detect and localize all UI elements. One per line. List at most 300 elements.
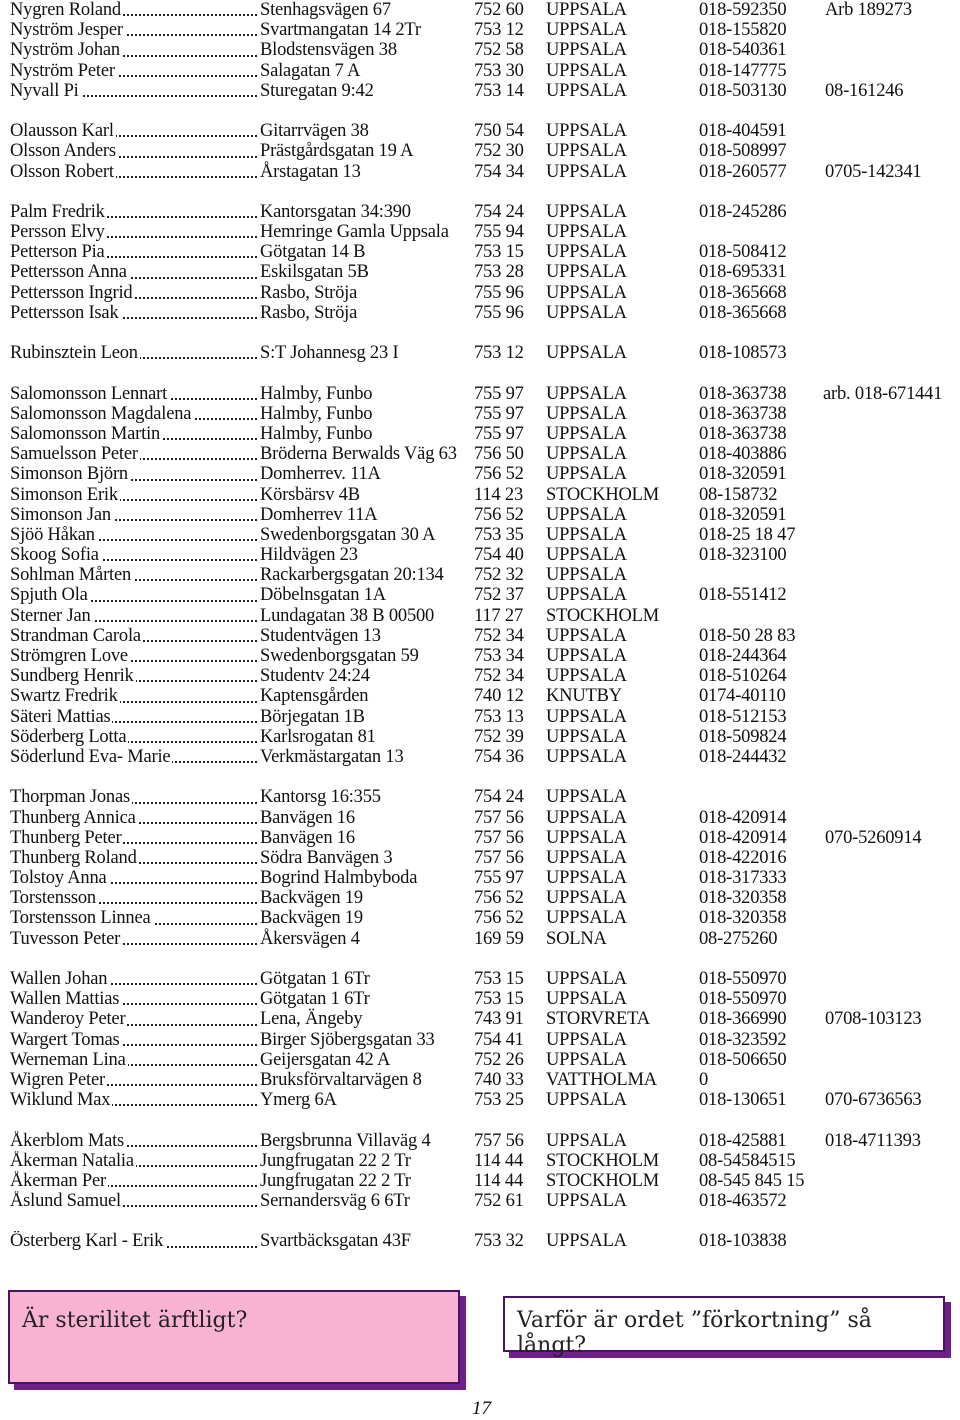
directory-entry xyxy=(0,202,960,222)
entry-street: Svartbäcksgatan 43F xyxy=(260,1231,411,1252)
entry-street: Domherrev. 11A xyxy=(260,464,381,485)
entry-zip: 754 41 xyxy=(474,1029,524,1050)
entry-name-cell xyxy=(10,969,257,989)
entry-name: Söderberg Lotta xyxy=(10,726,127,747)
entry-name: Pettersson Anna xyxy=(10,262,127,283)
entry-name: Nyvall Pi xyxy=(10,80,79,101)
entry-street: Hemringe Gamla Uppsala xyxy=(260,222,449,243)
entry-name: Åkerman Per xyxy=(10,1170,106,1191)
entry-zip: 750 54 xyxy=(474,121,524,142)
entry-name-cell xyxy=(10,20,257,40)
directory-entry xyxy=(0,969,960,989)
entry-name: Wargert Tomas xyxy=(10,1029,120,1050)
entry-city: UPPSALA xyxy=(546,787,627,808)
entry-phone: 018-550970 xyxy=(699,969,787,989)
entry-extra: 08-161246 xyxy=(825,80,904,101)
entry-street: Swedenborgsgatan 59 xyxy=(260,646,419,666)
entry-street: Lena, Ängeby xyxy=(260,1009,363,1030)
entry-phone: 018-404591 xyxy=(699,121,787,142)
directory-entry xyxy=(0,1050,960,1070)
directory-entry xyxy=(0,404,960,424)
entry-street: S:T Johannesg 23 I xyxy=(260,343,399,364)
entry-extra: 070-5260914 xyxy=(825,827,922,848)
directory-entry xyxy=(0,727,960,747)
directory-entry xyxy=(0,1090,960,1110)
letter-group xyxy=(0,1131,960,1212)
directory-entry xyxy=(0,848,960,868)
entry-street: Gitarrvägen 38 xyxy=(260,121,369,142)
entry-zip: 755 97 xyxy=(474,383,524,404)
directory-entry xyxy=(0,242,960,262)
entry-phone: 08-158732 xyxy=(699,484,778,505)
entry-city: UPPSALA xyxy=(546,141,627,162)
entry-city: UPPSALA xyxy=(546,383,627,404)
entry-name: Olsson Robert xyxy=(10,161,114,182)
entry-name: Nyström Peter xyxy=(10,60,115,81)
entry-street: Backvägen 19 xyxy=(260,908,363,929)
entry-phone: 018-103838 xyxy=(699,1231,787,1252)
directory-entry xyxy=(0,424,960,444)
entry-name-cell xyxy=(10,1050,257,1070)
group-spacer xyxy=(0,767,960,787)
entry-name: Salomonsson Magdalena xyxy=(10,403,192,424)
entry-zip: 743 91 xyxy=(474,1009,524,1030)
entry-zip: 754 24 xyxy=(474,201,524,222)
entry-phone: 018-592350 xyxy=(699,0,787,20)
entry-city: VATTHOLMA xyxy=(546,1069,657,1090)
directory-entry xyxy=(0,707,960,727)
entry-street: Bröderna Berwalds Väg 63 xyxy=(260,444,457,465)
entry-city: UPPSALA xyxy=(546,343,627,364)
entry-phone: 018-320358 xyxy=(699,888,787,909)
entry-zip: 754 36 xyxy=(474,746,524,767)
entry-zip: 757 56 xyxy=(474,1130,524,1151)
entry-city: UPPSALA xyxy=(546,545,627,566)
entry-phone: 018-244364 xyxy=(699,646,787,666)
entry-name-cell xyxy=(10,222,257,242)
entry-zip: 755 97 xyxy=(474,868,524,889)
entry-street: Södra Banvägen 3 xyxy=(260,847,393,868)
entry-name: Wanderoy Peter xyxy=(10,1009,126,1030)
entry-zip: 755 96 xyxy=(474,282,524,303)
entry-street: Bruksförvaltarvägen 8 xyxy=(260,1069,422,1090)
entry-city: UPPSALA xyxy=(546,0,627,20)
entry-name: Sundberg Henrik xyxy=(10,666,134,687)
entry-city: UPPSALA xyxy=(546,444,627,465)
entry-city: UPPSALA xyxy=(546,1231,627,1252)
directory-entry xyxy=(0,162,960,182)
entry-name: Sohlman Mårten xyxy=(10,565,132,586)
entry-name: Säteri Mattias xyxy=(10,706,111,727)
entry-name-cell xyxy=(10,424,257,444)
entry-phone: 018-503130 xyxy=(699,80,787,101)
directory-entry xyxy=(0,787,960,807)
directory-entry xyxy=(0,444,960,464)
entry-name: Thunberg Peter xyxy=(10,827,122,848)
entry-street: Bergsbrunna Villaväg 4 xyxy=(260,1130,431,1151)
letter-group xyxy=(0,343,960,363)
entry-phone: 018-320591 xyxy=(699,464,787,485)
entry-city: UPPSALA xyxy=(546,464,627,485)
directory-entry xyxy=(0,828,960,848)
entry-street: Döbelnsgatan 1A xyxy=(260,585,386,606)
entry-name: Rubinsztein Leon xyxy=(10,343,138,364)
question-box-right xyxy=(503,1296,945,1358)
entry-name-cell xyxy=(10,545,257,565)
entry-name-cell xyxy=(10,565,257,585)
letter-group xyxy=(0,121,960,182)
entry-name-cell xyxy=(10,40,257,60)
entry-name-cell xyxy=(10,141,257,161)
entry-city: UPPSALA xyxy=(546,585,627,606)
entry-street: Eskilsgatan 5B xyxy=(260,262,369,283)
entry-name-cell xyxy=(10,283,257,303)
entry-phone: 018-508412 xyxy=(699,242,787,263)
entry-street: Svartmangatan 14 2Tr xyxy=(260,20,421,41)
entry-zip: 757 56 xyxy=(474,827,524,848)
entry-name: Österberg Karl - Erik xyxy=(10,1231,164,1252)
entry-zip: 753 15 xyxy=(474,242,524,263)
directory-entry xyxy=(0,1131,960,1151)
entry-zip: 740 33 xyxy=(474,1069,524,1090)
entry-name: Strandman Carola xyxy=(10,625,141,646)
directory-entry xyxy=(0,1171,960,1191)
entry-zip: 753 13 xyxy=(474,706,524,727)
letter-group xyxy=(0,384,960,768)
directory-entry xyxy=(0,303,960,323)
entry-zip: 752 34 xyxy=(474,625,524,646)
entry-phone: 018-320591 xyxy=(699,504,787,525)
letter-group xyxy=(0,787,960,949)
entry-city: UPPSALA xyxy=(546,1029,627,1050)
entry-city: UPPSALA xyxy=(546,1191,627,1212)
entry-name: Åkerblom Mats xyxy=(10,1130,125,1151)
entry-name: Palm Fredrik xyxy=(10,201,105,222)
entry-phone: 018-245286 xyxy=(699,201,787,222)
entry-name: Torstensson xyxy=(10,888,96,909)
entry-city: UPPSALA xyxy=(546,161,627,182)
entry-name: Söderlund Eva- Marie xyxy=(10,746,171,767)
entry-street: Swedenborgsgatan 30 A xyxy=(260,524,436,545)
entry-zip: 756 50 xyxy=(474,444,524,465)
entry-zip: 754 34 xyxy=(474,161,524,182)
entry-name-cell xyxy=(10,0,257,20)
group-spacer xyxy=(0,182,960,202)
entry-city: UPPSALA xyxy=(546,888,627,909)
entry-name-cell xyxy=(10,727,257,747)
entry-name-cell xyxy=(10,444,257,464)
directory-entry xyxy=(0,626,960,646)
entry-phone: 08-275260 xyxy=(699,928,778,949)
question-text-right: Varför är ordet ”förkortning” så långt? xyxy=(517,1308,872,1358)
entry-name-cell xyxy=(10,1171,257,1191)
entry-phone: 018-463572 xyxy=(699,1191,787,1212)
entry-name-cell xyxy=(10,888,257,908)
entry-zip: 114 23 xyxy=(474,484,523,505)
entry-name-cell xyxy=(10,1151,257,1171)
entry-street: Blodstensvägen 38 xyxy=(260,40,397,61)
entry-extra: arb. 018-671441 xyxy=(823,383,943,404)
entry-zip: 755 94 xyxy=(474,222,524,243)
entry-zip: 753 32 xyxy=(474,1231,524,1252)
entry-zip: 117 27 xyxy=(474,605,523,626)
entry-name-cell xyxy=(10,908,257,928)
directory-entry xyxy=(0,262,960,282)
directory-entry xyxy=(0,343,960,363)
letter-group xyxy=(0,969,960,1110)
entry-name: Salomonsson Lennart xyxy=(10,383,168,404)
directory-entry xyxy=(0,1030,960,1050)
entry-name-cell xyxy=(10,505,257,525)
entry-zip: 755 97 xyxy=(474,403,524,424)
entry-phone: 018-509824 xyxy=(699,726,787,747)
letter-group xyxy=(0,0,960,101)
entry-name: Olausson Karl xyxy=(10,121,114,142)
entry-city: UPPSALA xyxy=(546,242,627,263)
entry-zip: 752 61 xyxy=(474,1191,524,1212)
entry-name: Simonson Erik xyxy=(10,484,118,505)
entry-phone: 018-512153 xyxy=(699,706,787,727)
entry-phone: 08-54584515 xyxy=(699,1150,796,1171)
group-spacer xyxy=(0,101,960,121)
entry-street: Götgatan 14 B xyxy=(260,242,366,263)
entry-name: Werneman Lina xyxy=(10,1049,126,1070)
entry-city: STOCKHOLM xyxy=(546,605,659,626)
entry-city: UPPSALA xyxy=(546,403,627,424)
directory-entry xyxy=(0,808,960,828)
entry-city: KNUTBY xyxy=(546,686,622,707)
entry-city: UPPSALA xyxy=(546,40,627,61)
entry-name: Thunberg Roland xyxy=(10,847,137,868)
entry-zip: 753 34 xyxy=(474,646,524,666)
entry-zip: 753 28 xyxy=(474,262,524,283)
box-face xyxy=(503,1296,945,1358)
entry-phone: 018-695331 xyxy=(699,262,787,283)
entry-phone: 018-108573 xyxy=(699,343,787,364)
entry-name-cell xyxy=(10,585,257,605)
letter-group xyxy=(0,1231,960,1251)
entry-name: Tuvesson Peter xyxy=(10,928,121,949)
directory-entry xyxy=(0,1191,960,1211)
entry-extra: 0708-103123 xyxy=(825,1009,922,1030)
entry-phone: 018-425881 xyxy=(699,1130,787,1151)
entry-city: UPPSALA xyxy=(546,524,627,545)
directory-entry xyxy=(0,606,960,626)
entry-name-cell xyxy=(10,525,257,545)
entry-street: Kaptensgården xyxy=(260,686,369,707)
entry-zip: 752 58 xyxy=(474,40,524,61)
entry-city: UPPSALA xyxy=(546,726,627,747)
entry-city: UPPSALA xyxy=(546,746,627,767)
entry-street: Götgatan 1 6Tr xyxy=(260,969,370,989)
entry-city: UPPSALA xyxy=(546,868,627,889)
entry-zip: 752 30 xyxy=(474,141,524,162)
entry-name-cell xyxy=(10,404,257,424)
entry-name: Simonson Björn xyxy=(10,464,128,485)
entry-phone: 018-508997 xyxy=(699,141,787,162)
entry-name-cell xyxy=(10,1131,257,1151)
entry-phone: 018-366990 xyxy=(699,1009,787,1030)
entry-name-cell xyxy=(10,626,257,646)
entry-phone: 018-130651 xyxy=(699,1090,787,1111)
entry-street: Lundagatan 38 B 00500 xyxy=(260,605,435,626)
entry-city: UPPSALA xyxy=(546,282,627,303)
entry-extra: 070-6736563 xyxy=(825,1090,922,1111)
entry-zip: 753 15 xyxy=(474,989,524,1010)
directory-entry xyxy=(0,1151,960,1171)
entry-phone: 018-550970 xyxy=(699,989,787,1010)
entry-name-cell xyxy=(10,121,257,141)
entry-name-cell xyxy=(10,929,257,949)
entry-street: Kantorsg 16:355 xyxy=(260,787,381,808)
entry-city: STOCKHOLM xyxy=(546,1170,659,1191)
entry-name-cell xyxy=(10,81,257,101)
entry-phone: 018-422016 xyxy=(699,847,787,868)
entry-street: Ymerg 6A xyxy=(260,1090,337,1111)
directory-entry xyxy=(0,505,960,525)
entry-name-cell xyxy=(10,646,257,666)
entry-phone: 018-260577 xyxy=(699,161,787,182)
entry-zip: 753 30 xyxy=(474,60,524,81)
entry-zip: 756 52 xyxy=(474,504,524,525)
question-text-left: Är sterilitet ärftligt? xyxy=(22,1308,248,1333)
entry-street: Götgatan 1 6Tr xyxy=(260,989,370,1010)
entry-city: UPPSALA xyxy=(546,1090,627,1111)
entry-phone: 018-320358 xyxy=(699,908,787,929)
entry-name-cell xyxy=(10,787,257,807)
directory-entry xyxy=(0,222,960,242)
directory-entry xyxy=(0,1070,960,1090)
entry-street: Karlsrogatan 81 xyxy=(260,726,376,747)
entry-name-cell xyxy=(10,262,257,282)
entry-street: Verkmästargatan 13 xyxy=(260,746,404,767)
entry-city: UPPSALA xyxy=(546,1049,627,1070)
entry-zip: 757 56 xyxy=(474,807,524,828)
entry-city: UPPSALA xyxy=(546,222,627,243)
directory-entry xyxy=(0,121,960,141)
directory-entry xyxy=(0,1231,960,1251)
entry-phone: 018-363738 xyxy=(699,423,787,444)
group-spacer xyxy=(0,363,960,383)
group-spacer xyxy=(0,949,960,969)
entry-street: Sernandersväg 6 6Tr xyxy=(260,1191,410,1212)
entry-street: Rasbo, Ströja xyxy=(260,282,358,303)
entry-city: UPPSALA xyxy=(546,262,627,283)
entry-name-cell xyxy=(10,1070,257,1090)
group-spacer xyxy=(0,323,960,343)
entry-name-cell xyxy=(10,485,257,505)
directory-entry xyxy=(0,565,960,585)
directory-entry xyxy=(0,888,960,908)
entry-zip: 753 14 xyxy=(474,80,524,101)
entry-name-cell xyxy=(10,1231,257,1251)
entry-city: UPPSALA xyxy=(546,908,627,929)
entry-city: UPPSALA xyxy=(546,80,627,101)
entry-zip: 114 44 xyxy=(474,1150,523,1171)
entry-phone: 018-244432 xyxy=(699,746,787,767)
entry-street: Hildvägen 23 xyxy=(260,545,358,566)
entry-name-cell xyxy=(10,162,257,182)
entry-phone: 018-510264 xyxy=(699,666,787,687)
entry-zip: 756 52 xyxy=(474,464,524,485)
entry-street: Sturegatan 9:42 xyxy=(260,80,374,101)
entry-phone: 018-365668 xyxy=(699,302,787,323)
entry-name: Wigren Peter xyxy=(10,1069,105,1090)
entry-extra: 018-4711393 xyxy=(825,1130,921,1151)
entry-street: Rasbo, Ströja xyxy=(260,302,358,323)
entry-phone: 018-363738 xyxy=(699,383,787,404)
entry-zip: 756 52 xyxy=(474,908,524,929)
group-spacer xyxy=(0,1211,960,1231)
entry-zip: 755 97 xyxy=(474,423,524,444)
directory-entry xyxy=(0,283,960,303)
entry-city: SOLNA xyxy=(546,928,607,949)
entry-name-cell xyxy=(10,1030,257,1050)
entry-name: Simonson Jan xyxy=(10,504,111,525)
entry-name-cell xyxy=(10,686,257,706)
entry-zip: 753 12 xyxy=(474,20,524,41)
entry-city: UPPSALA xyxy=(546,565,627,586)
entry-zip: 740 12 xyxy=(474,686,524,707)
directory-entry xyxy=(0,384,960,404)
entry-street: Geijersgatan 42 A xyxy=(260,1049,391,1070)
entry-phone: 018-420914 xyxy=(699,807,787,828)
entry-street: Stenhagsvägen 67 xyxy=(260,0,391,20)
entry-phone: 018-323592 xyxy=(699,1029,787,1050)
entry-zip: 169 59 xyxy=(474,928,524,949)
entry-street: Åkersvägen 4 xyxy=(260,928,360,949)
entry-street: Backvägen 19 xyxy=(260,888,363,909)
entry-street: Körsbärsv 4B xyxy=(260,484,360,505)
entry-street: Bogrind Halmbyboda xyxy=(260,868,418,889)
letter-group xyxy=(0,202,960,323)
directory-entry xyxy=(0,141,960,161)
entry-city: UPPSALA xyxy=(546,60,627,81)
directory-entry xyxy=(0,81,960,101)
entry-phone: 018-540361 xyxy=(699,40,787,61)
entry-city: UPPSALA xyxy=(546,706,627,727)
entry-city: UPPSALA xyxy=(546,504,627,525)
entry-name-cell xyxy=(10,1191,257,1211)
entry-phone: 018-365668 xyxy=(699,282,787,303)
entry-phone: 08-545 845 15 xyxy=(699,1170,805,1191)
entry-name-cell xyxy=(10,808,257,828)
entry-street: Domherrev 11A xyxy=(260,504,378,525)
entry-name-cell xyxy=(10,828,257,848)
entry-zip: 754 24 xyxy=(474,787,524,808)
entry-name: Samuelsson Peter xyxy=(10,444,138,465)
entry-phone: 018-155820 xyxy=(699,20,787,41)
entry-name: Åslund Samuel xyxy=(10,1191,121,1212)
directory-entry xyxy=(0,868,960,888)
entry-city: UPPSALA xyxy=(546,969,627,989)
entry-zip: 752 60 xyxy=(474,0,524,20)
entry-phone: 018-420914 xyxy=(699,827,787,848)
entry-phone: 018-403886 xyxy=(699,444,787,465)
entry-name: Torstensson Linnea xyxy=(10,908,151,929)
group-spacer xyxy=(0,1110,960,1130)
entry-name: Tolstoy Anna xyxy=(10,868,107,889)
entry-name: Pettersson Isak xyxy=(10,302,119,323)
entry-name: Thunberg Annica xyxy=(10,807,136,828)
entry-name: Sterner Jan xyxy=(10,605,91,626)
entry-name: Thorpman Jonas xyxy=(10,787,130,808)
entry-extra: 0705-142341 xyxy=(825,161,922,182)
entry-city: UPPSALA xyxy=(546,827,627,848)
entry-name: Wallen Mattias xyxy=(10,989,120,1010)
entry-name-cell xyxy=(10,1090,257,1110)
entry-name: Petterson Pia xyxy=(10,242,105,263)
